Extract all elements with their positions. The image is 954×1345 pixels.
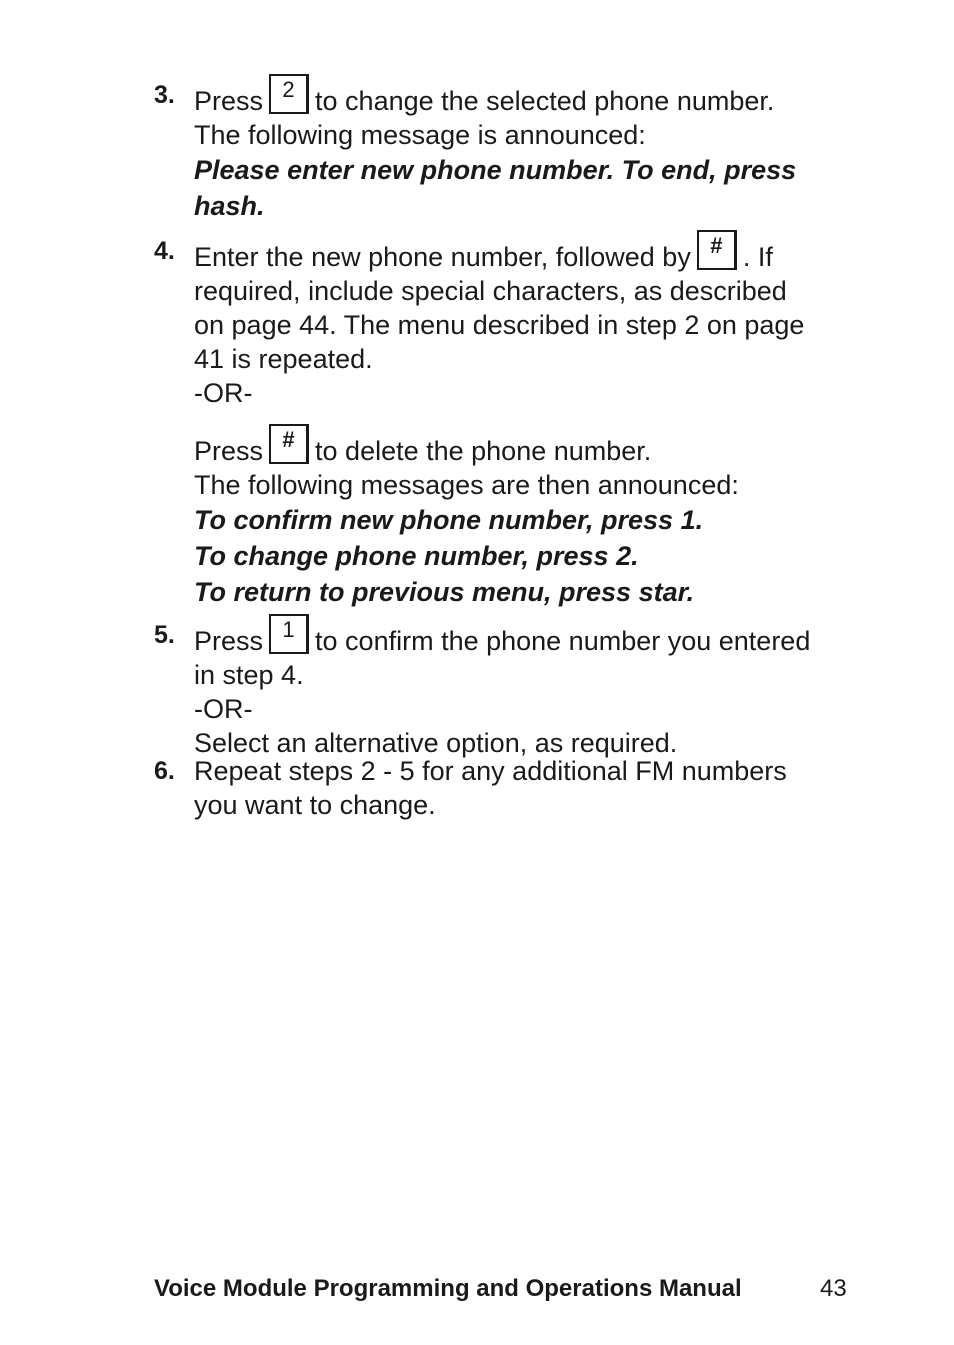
step-line xyxy=(194,428,854,468)
step-body xyxy=(194,234,854,610)
step-line: on page 44. The menu described in step 2 on page xyxy=(194,310,805,340)
step-body xyxy=(194,754,854,822)
step-text: to confirm the phone number you entered xyxy=(315,626,811,656)
step-line: required, include special characters, as described xyxy=(194,276,787,306)
announced-message: To change phone number, press 2. xyxy=(194,541,639,571)
keypad-1-key-icon: 1 xyxy=(269,614,309,654)
step-line xyxy=(194,234,854,274)
or-separator: -OR- xyxy=(194,378,253,408)
step-line: The following message is announced: xyxy=(194,120,646,150)
keypad-hash-key-icon: # xyxy=(269,424,309,464)
step-number: 6. xyxy=(154,757,175,785)
step-body xyxy=(194,78,854,224)
announced-message: To confirm new phone number, press 1. xyxy=(194,505,704,535)
step-line: in step 4. xyxy=(194,660,304,690)
step-line: 41 is repeated. xyxy=(194,344,373,374)
step-line xyxy=(194,618,854,658)
step-number: 4. xyxy=(154,237,175,265)
keypad-2-key-icon: 2 xyxy=(269,74,309,114)
step-line xyxy=(194,78,854,118)
announced-message: To return to previous menu, press star. xyxy=(194,577,695,607)
step-text: Press xyxy=(194,436,264,466)
or-separator: -OR- xyxy=(194,694,253,724)
keypad-hash-key-icon: # xyxy=(697,230,737,270)
announced-message: Please enter new phone number. To end, press xyxy=(194,155,797,185)
step-text: Press xyxy=(194,626,264,656)
spacer xyxy=(194,410,854,416)
step-line: Repeat steps 2 - 5 for any additional FM numbers xyxy=(194,756,787,786)
step-text: . If xyxy=(742,242,773,272)
step-text: Press xyxy=(194,86,264,116)
step-text: Enter the new phone number, followed by xyxy=(194,242,691,272)
footer-page-number: 43 xyxy=(820,1275,847,1302)
footer-manual-title: Voice Module Programming and Operations Manual xyxy=(154,1275,742,1302)
step-number: 3. xyxy=(154,81,175,109)
step-line: The following messages are then announced: xyxy=(194,470,739,500)
step-text: to change the selected phone number. xyxy=(315,86,775,116)
step-number: 5. xyxy=(154,621,175,649)
step-text: to delete the phone number. xyxy=(315,436,652,466)
step-line: Select an alternative option, as required. xyxy=(194,728,678,758)
step-line: you want to change. xyxy=(194,790,436,820)
announced-message: hash. xyxy=(194,191,265,221)
step-body xyxy=(194,618,854,760)
